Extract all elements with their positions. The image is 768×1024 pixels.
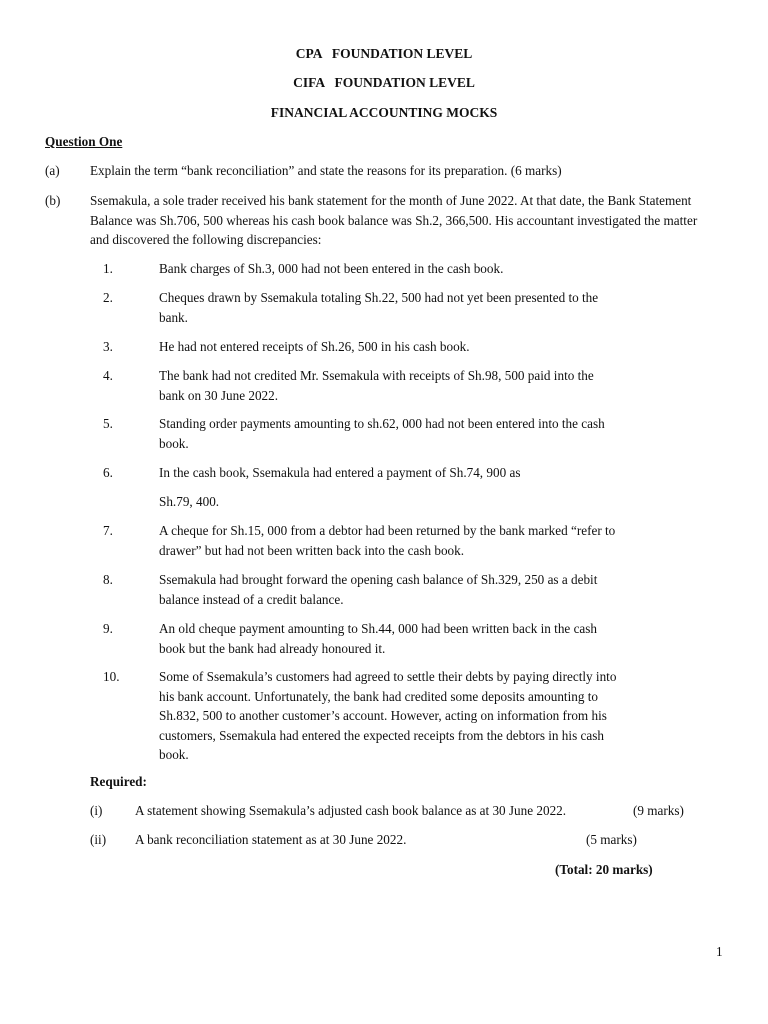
item-text: Bank charges of Sh.3, 000 had not been entered in the cash book. <box>159 261 504 276</box>
header-line-2: CIFA FOUNDATION LEVEL <box>293 75 475 90</box>
required-item-marks: (5 marks) <box>586 832 637 847</box>
item-number: 1. <box>103 261 113 276</box>
part-a-text: Explain the term “bank reconciliation” and state the reasons for its preparation. (6 marks) <box>90 163 562 178</box>
required-item-text: A statement showing Ssemakula’s adjusted cash book balance as at 30 June 2022. <box>135 803 567 818</box>
item-number: 10. <box>103 669 120 684</box>
item-number: 9. <box>103 621 113 636</box>
item-text: Cheques drawn by Ssemakula totaling Sh.22, 500 had not yet been presented to the bank. <box>159 290 599 325</box>
header-line-1: CPA FOUNDATION LEVEL <box>295 46 473 61</box>
item-number: 2. <box>103 290 113 305</box>
item-text: The bank had not credited Mr. Ssemakula with receipts of Sh.98, 500 paid into the bank on 30 June 2022. <box>159 368 594 403</box>
part-a-label: (a) <box>45 163 60 178</box>
item-text-continued: Sh.79, 400. <box>159 494 220 509</box>
question-title: Question One <box>45 134 123 149</box>
item-number: 7. <box>103 523 113 538</box>
item-number: 3. <box>103 339 113 354</box>
item-text: An old cheque payment amounting to Sh.44, 000 had been written back in the cash book but the bank had already honoured it. <box>159 621 598 656</box>
item-text: Some of Ssemakula’s customers had agreed to settle their debts by paying directly into his bank account. Unfortunately, the bank had credited some deposits amounting to Sh.832, 500 to another customer’s account. However, acting on information from his customers, Ssemakula had entered the expected receipts from the debtors in his cash book. <box>159 669 617 762</box>
required-item-text: A bank reconciliation statement as at 30 June 2022. <box>135 832 407 847</box>
header-line-3: FINANCIAL ACCOUNTING MOCKS <box>270 105 498 120</box>
page-number: 1 <box>716 944 723 959</box>
item-text: A cheque for Sh.15, 000 from a debtor had been returned by the bank marked “refer to drawer” but had not been written back into the cash book. <box>159 523 616 558</box>
item-text: He had not entered receipts of Sh.26, 500 in his cash book. <box>159 339 470 354</box>
item-text: Standing order payments amounting to sh.62, 000 had not been entered into the cash book. <box>159 416 605 451</box>
total-marks: (Total: 20 marks) <box>555 862 653 877</box>
item-text: In the cash book, Ssemakula had entered a payment of Sh.74, 900 as <box>159 465 521 480</box>
required-item-number: (ii) <box>90 832 107 847</box>
required-item-marks: (9 marks) <box>633 803 684 818</box>
item-number: 6. <box>103 465 113 480</box>
item-number: 4. <box>103 368 113 383</box>
item-number: 5. <box>103 416 113 431</box>
part-b-intro: Ssemakula, a sole trader received his bank statement for the month of June 2022. At that date, the Bank Statement Balance was Sh.706, 500 whereas his cash book balance was Sh.2, 366,500. His accountant investigated the matter and discovered the following discrepancies: <box>90 193 698 247</box>
part-b-label: (b) <box>45 193 61 208</box>
required-heading: Required: <box>90 774 147 789</box>
item-text: Ssemakula had brought forward the opening cash balance of Sh.329, 250 as a debit balance instead of a credit balance. <box>159 572 598 607</box>
required-item-number: (i) <box>90 803 103 818</box>
item-number: 8. <box>103 572 113 587</box>
